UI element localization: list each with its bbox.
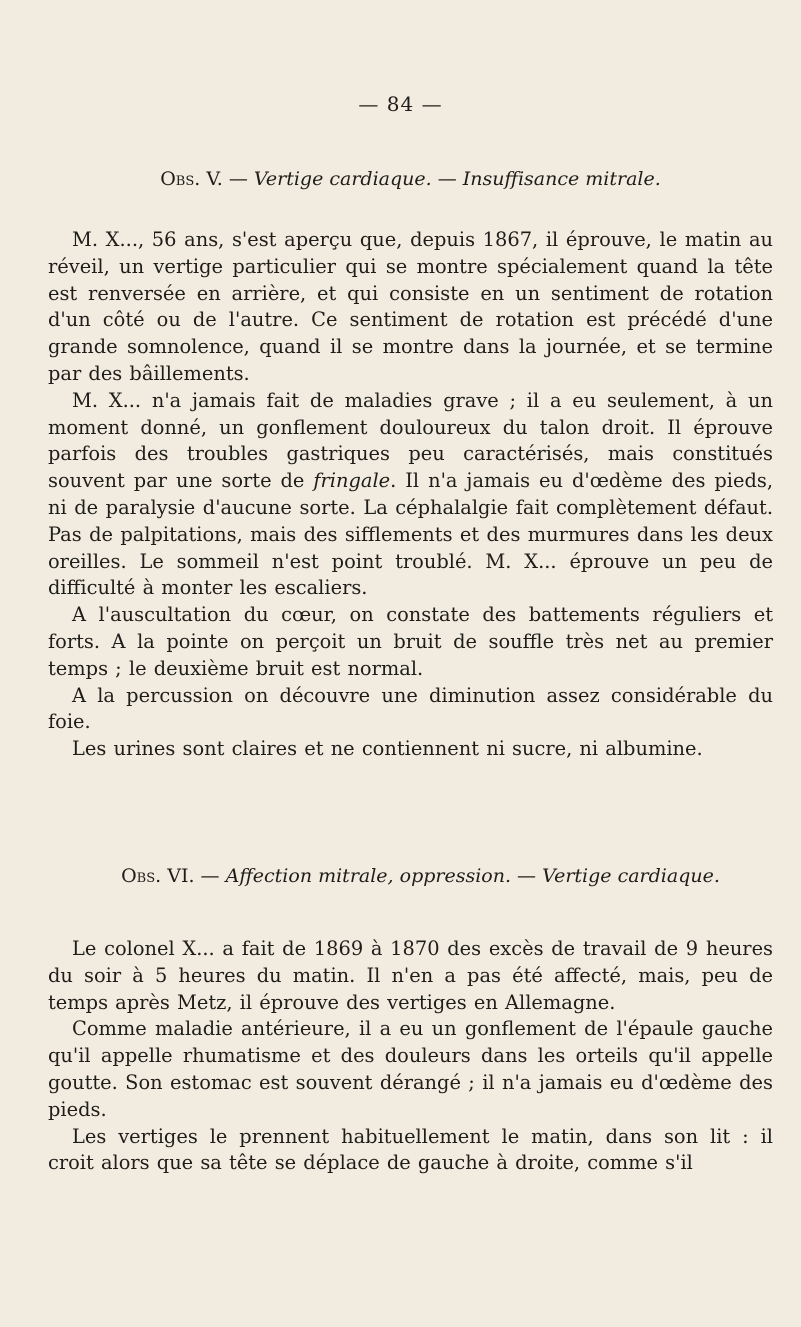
observation-6-title-a: Affection mitrale, oppression. <box>225 865 512 887</box>
observation-5-body <box>48 227 773 763</box>
paragraph <box>48 388 773 602</box>
paragraph: A l'auscultation du cœur, on constate des battements réguliers et forts. A la pointe on perçoit un bruit de souffle très net au premier temps ; le deuxième bruit est normal. <box>48 603 773 680</box>
observation-6-title-b: Vertige cardiaque. <box>542 865 720 887</box>
paragraph: Les vertiges le prennent habituellement le matin, dans son lit : il croit alors que sa tête se déplace de gauche à droite, comme s'il <box>48 1124 773 1175</box>
paragraph-text: M. X... n'a jamais fait de maladies grave ; il a eu seulement, à un moment donné, un gonflement douloureux du talon droit. Il éprouve parfois des troubles gastriques peu caractérisés, mais constitués souvent par une sorte de <box>48 388 773 493</box>
observation-5-title-a: Vertige cardiaque. <box>253 168 432 190</box>
observation-6-heading <box>0 865 801 887</box>
paragraph-text: . Il n'a jamais eu d'œdème des pieds, ni de paralysie d'aucune sorte. La céphalalgie fait complètement défaut. Pas de palpitations, mais des sifflements et des murmures dans les deux oreilles. Le sommeil n'est point troublé. M. X... éprouve un peu de difficulté à monter les escaliers. <box>48 469 774 600</box>
heading-separator: — <box>511 865 543 887</box>
heading-separator: — <box>431 168 463 190</box>
paragraph: M. X..., 56 ans, s'est aperçu que, depuis 1867, il éprouve, le matin au réveil, un vertige particulier qui se montre spécialement quand la tête est renversée en arrière, et qui consiste en un sentiment de rotation d'un côté ou de l'autre. Ce sentiment de rotation est précédé d'une grande somnolence, quand il se montre dans la journée, et se termine par des bâillements. <box>48 228 773 385</box>
paragraph: Comme maladie antérieure, il a eu un gonflement de l'épaule gauche qu'il appelle rhumatisme et des douleurs dans les orteils qu'il appelle goutte. Son estomac est souvent dérangé ; il n'a jamais eu d'œdème des pieds. <box>48 1017 773 1121</box>
paragraph: A la percussion on découvre une diminution assez considérable du foie. <box>48 683 773 734</box>
heading-separator: — <box>222 168 254 190</box>
observation-5-label: Obs. V. <box>160 168 223 190</box>
heading-separator: — <box>194 865 226 887</box>
observation-5-heading <box>0 168 801 190</box>
italic-term: fringale <box>313 469 391 493</box>
paragraph: Les urines sont claires et ne contiennent ni sucre, ni albumine. <box>72 737 703 761</box>
paragraph: Le colonel X... a fait de 1869 à 1870 des excès de travail de 9 heures du soir à 5 heures du matin. Il n'en a pas été affecté, mais, peu de temps après Metz, il éprouve des vertiges en Allemagne. <box>48 937 773 1014</box>
observation-5-title-b: Insuffisance mitrale. <box>462 168 661 190</box>
observation-6-body <box>48 936 773 1177</box>
observation-6-label: Obs. VI. <box>121 865 195 887</box>
page-number: — 84 — <box>358 92 443 116</box>
